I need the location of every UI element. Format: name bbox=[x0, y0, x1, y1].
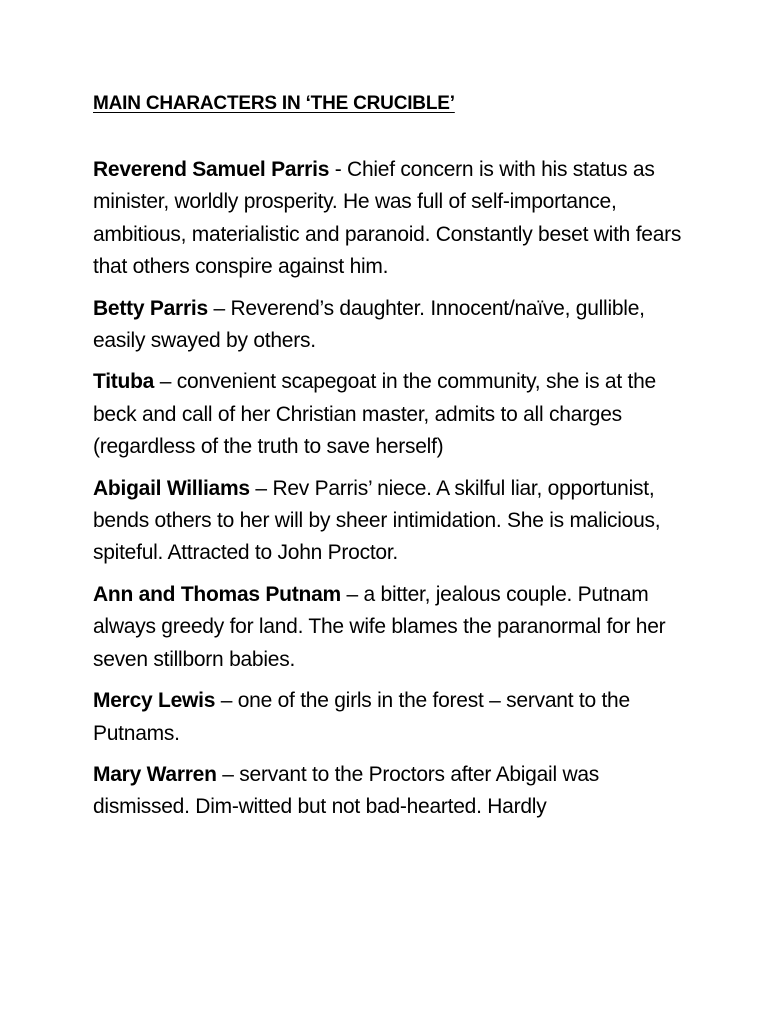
character-description: – Reverend’s daughter. Innocent/naïve, gullible, easily swayed by others. bbox=[93, 296, 645, 353]
character-name: Tituba bbox=[93, 370, 155, 394]
character-description: – Rev Parris’ niece. A skilful liar, opportunist, bends others to her will by sheer intimidation. She is malicious, spiteful. Attracted to John Proctor. bbox=[93, 476, 661, 565]
character-entry-parris bbox=[93, 154, 683, 284]
character-name: Ann and Thomas Putnam bbox=[93, 582, 341, 606]
document-title: MAIN CHARACTERS IN ‘THE CRUCIBLE’ bbox=[93, 93, 455, 114]
character-entry-tituba bbox=[93, 366, 683, 463]
character-entry-putnams bbox=[93, 579, 683, 676]
character-name: Betty Parris bbox=[93, 296, 208, 320]
character-name: Reverend Samuel Parris bbox=[93, 158, 330, 181]
character-description: - Chief concern is with his status as minister, worldly prosperity. He was full of self-importance, ambitious, materialistic and paranoid. Constantly beset with fears that others conspire against him. bbox=[93, 158, 682, 279]
character-entry-mercy bbox=[93, 685, 683, 750]
document-page bbox=[93, 90, 683, 833]
character-description: – servant to the Proctors after Abigail was dismissed. Dim-witted but not bad-hearted. Hardly bbox=[93, 762, 600, 819]
character-description: – convenient scapegoat in the community, she is at the beck and call of her Christian master, admits to all charges (regardless of the truth to save herself) bbox=[93, 370, 656, 459]
character-name: Mercy Lewis bbox=[93, 689, 216, 713]
character-entry-mary bbox=[93, 759, 683, 824]
character-description: – one of the girls in the forest – servant to the Putnams. bbox=[93, 689, 630, 745]
character-description: – a bitter, jealous couple. Putnam always greedy for land. The wife blames the paranormal for her seven stillborn babies. bbox=[93, 582, 666, 671]
character-name: Abigail Williams bbox=[93, 476, 250, 500]
character-name: Mary Warren bbox=[93, 762, 217, 786]
character-entry-betty bbox=[93, 293, 683, 358]
character-entry-abigail bbox=[93, 473, 683, 570]
